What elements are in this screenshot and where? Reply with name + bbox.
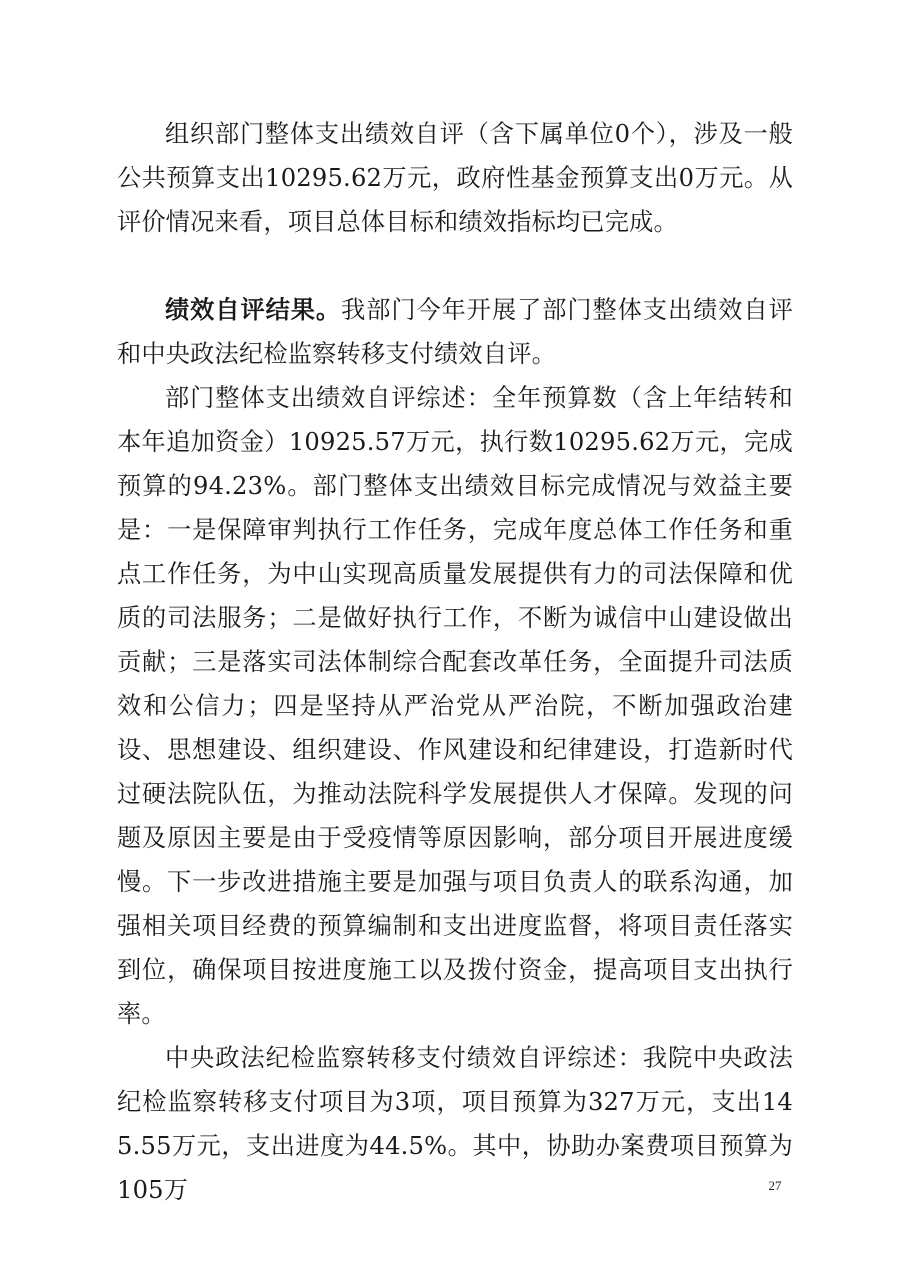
paragraph-department-summary <box>117 376 793 1036</box>
paragraph-heading: 绩效自评结果。 <box>165 296 342 324</box>
paragraph-text: 中央政法纪检监察转移支付绩效自评综述：我院中央政法纪检监察转移支付项目为3项，项目预算为327万元，支出145.55万元，支出进度为44.5%。其中，协助办案费项目预算为105万 <box>117 1044 793 1204</box>
paragraph-text: 我部门今年开展了部门整体支出绩效自评和中央政法纪检监察转移支付绩效自评。 <box>117 296 793 368</box>
paragraph-overall-self-evaluation <box>117 112 793 244</box>
paragraph-evaluation-results <box>117 288 793 376</box>
paragraph-transfer-payment-summary <box>117 1036 793 1212</box>
paragraph-text: 部门整体支出绩效自评综述：全年预算数（含上年结转和本年追加资金）10925.57万元，执行数10295.62万元，完成预算的94.23%。部门整体支出绩效目标完成情况与效益主要是：一是保障审判执行工作任务，完成年度总体工作任务和重点工作任务，为中山实现高质量发展提供有力的司法保障和优质的司法服务；二是做好执行工作，不断为诚信中山建设做出贡献；三是落实司法体制综合配套改革任务，全面提升司法质效和公信力；四是坚持从严治党从严治院，不断加强政治建设、思想建设、组织建设、作风建设和纪律建设，打造新时代过硬法院队伍，为推动法院科学发展提供人才保障。发现的问题及原因主要是由于受疫情等原因影响，部分项目开展进度缓慢。下一步改进措施主要是加强与项目负责人的联系沟通，加强相关项目经费的预算编制和支出进度监督，将项目责任落实到位，确保项目按进度施工以及拨付资金，提高项目支出执行率。 <box>117 384 793 1028</box>
paragraph-text: 组织部门整体支出绩效自评（含下属单位0个），涉及一般公共预算支出10295.62万元，政府性基金预算支出0万元。从评价情况来看，项目总体目标和绩效指标均已完成。 <box>117 120 793 236</box>
page-number: 27 <box>768 1178 782 1193</box>
document-page <box>117 112 793 1212</box>
